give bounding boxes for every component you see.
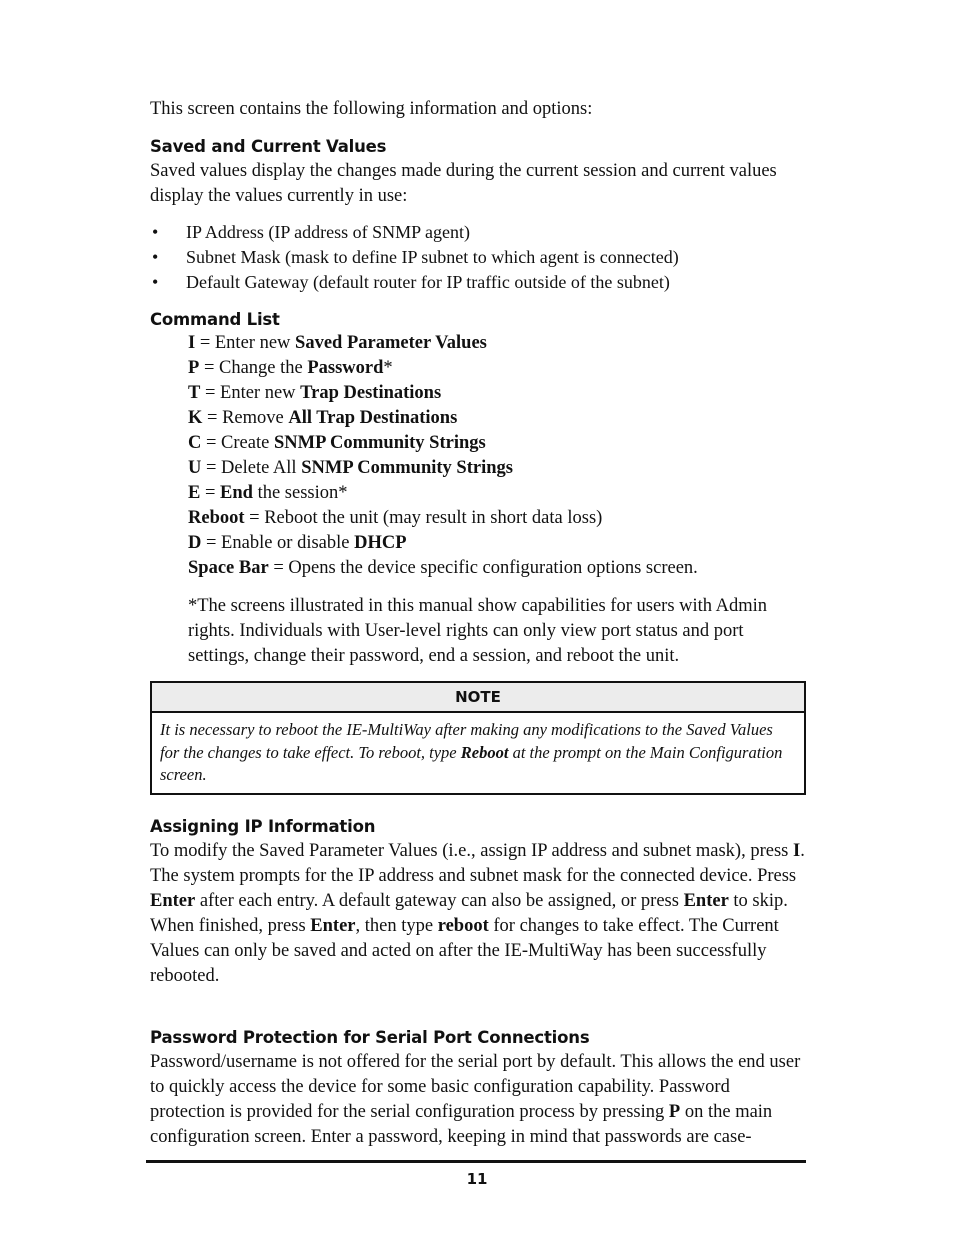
bullet-icon: • [152, 247, 159, 267]
bullet-icon: • [152, 272, 159, 292]
command-item: Reboot = Reboot the unit (may result in short data loss) [188, 508, 603, 528]
assigning-ip-heading: Assigning IP Information [150, 817, 376, 836]
password-protection-text: Password/username is not offered for the serial port by default. This allows the end user to quickly access the device for some basic configuration capability. Password protection is provided for the serial configuration process by pressing P on the main configuration screen. Enter a password, keeping in mind that passwords are case- [150, 1052, 801, 1147]
list-item: • Default Gateway (default router for IP traffic outside of the subnet) [150, 270, 806, 295]
command-item: T = Enter new Trap Destinations [188, 383, 442, 403]
bullet-icon: • [152, 222, 159, 242]
command-item: U = Delete All SNMP Community Strings [188, 458, 513, 478]
values-bullet-list [150, 220, 806, 295]
command-item: D = Enable or disable DHCP [188, 533, 407, 553]
page-number: 11 [466, 1170, 488, 1188]
note-title: NOTE [152, 683, 804, 713]
command-item: Space Bar = Opens the device specific configuration options screen. [188, 558, 698, 578]
note-box [150, 681, 806, 795]
command-list-heading: Command List [150, 310, 280, 329]
command-item: P = Change the Password* [188, 358, 393, 378]
command-list [188, 331, 808, 581]
footer-divider [146, 1160, 806, 1163]
list-item: • IP Address (IP address of SNMP agent) [150, 220, 806, 245]
command-item: C = Create SNMP Community Strings [188, 433, 486, 453]
command-item: K = Remove All Trap Destinations [188, 408, 458, 428]
admin-footnote: *The screens illustrated in this manual show capabilities for users with Admin rights. Individuals with User-level rights can only view port status and port settings, change their password, end a session, and reboot the unit. [188, 596, 768, 666]
list-item: • Subnet Mask (mask to define IP subnet to which agent is connected) [150, 245, 806, 270]
note-text: It is necessary to reboot the IE-MultiWay after making any modifications to the Saved Values for the changes to take effect. To reboot, type Reboot at the prompt on the Main Configuration screen. [160, 720, 783, 784]
password-protection-heading: Password Protection for Serial Port Connections [150, 1028, 590, 1047]
command-item: E = End the session* [188, 483, 348, 503]
assigning-ip-text: To modify the Saved Parameter Values (i.e., assign IP address and subnet mask), press I. The system prompts for the IP address and subnet mask for the connected device. Press Enter after each entry. A default gateway can also be assigned, or press Enter to skip. When finished, press Enter, then type reboot for changes to take effect. The Current Values can only be saved and acted on after the IE-MultiWay has been successfully rebooted. [150, 841, 805, 986]
command-item: I = Enter new Saved Parameter Values [188, 333, 487, 353]
saved-values-heading: Saved and Current Values [150, 137, 387, 156]
intro-text: This screen contains the following information and options: [150, 99, 593, 119]
saved-values-text: Saved values display the changes made during the current session and current values display the values currently in use: [150, 161, 777, 206]
